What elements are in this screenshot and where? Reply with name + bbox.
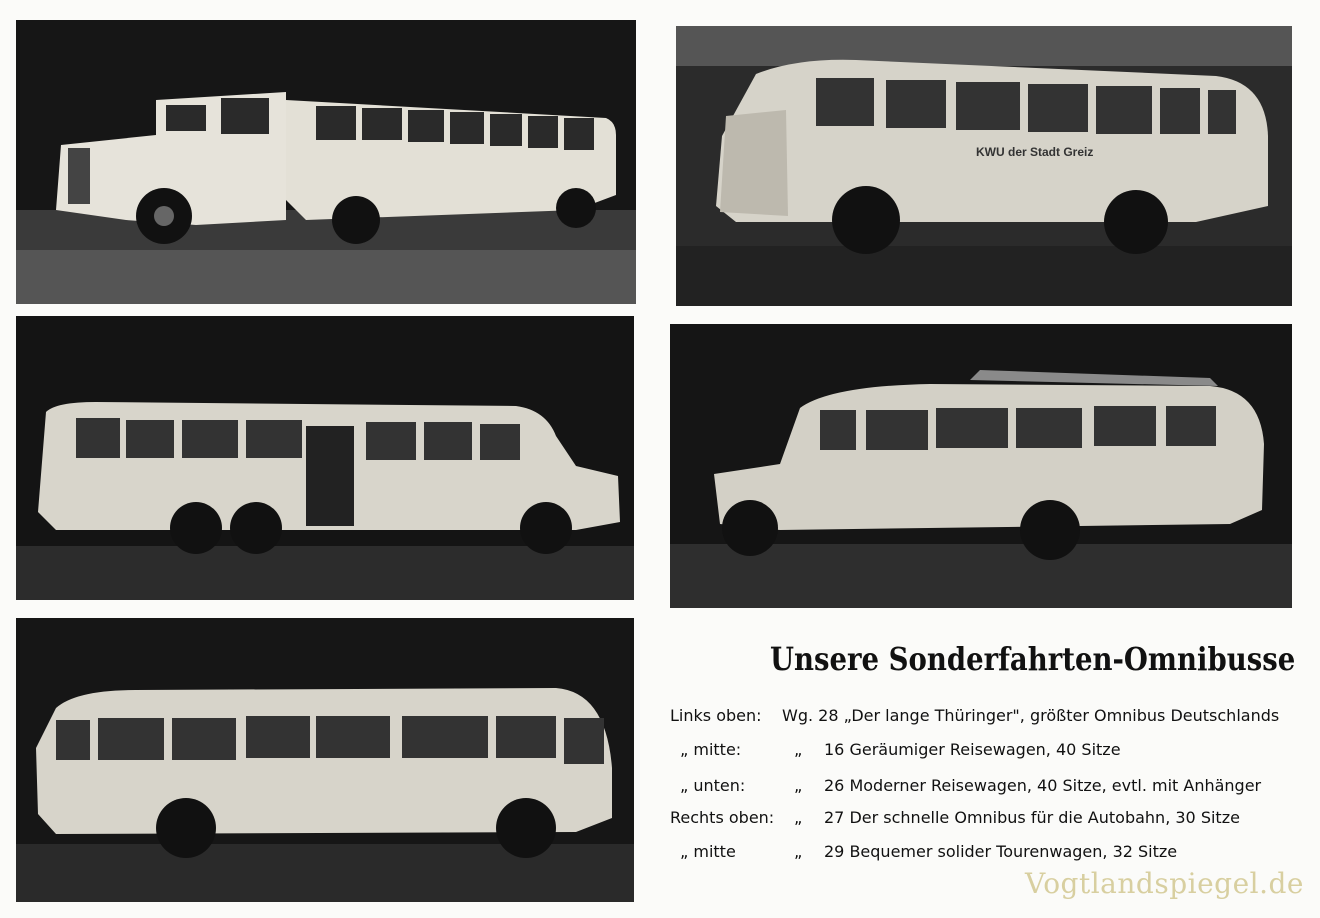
caption-position-2: „ mitte: <box>680 740 742 759</box>
caption-text-1: Wg. 28 „Der lange Thüringer", größter Omnibus Deutschlands <box>782 706 1280 725</box>
watermark: Vogtlandspiegel.de <box>1025 867 1304 900</box>
caption-ditto-4: „ <box>794 808 803 827</box>
caption-text-3: 26 Moderner Reisewagen, 40 Sitze, evtl. mit Anhänger <box>824 776 1262 795</box>
caption-ditto-5: „ <box>794 842 803 861</box>
bus-16-illustration <box>16 316 634 600</box>
photo-bus-27 <box>676 26 1292 306</box>
caption-ditto-3: „ <box>794 776 803 795</box>
photo-bus-28 <box>16 20 636 304</box>
bus-28-illustration <box>16 20 636 304</box>
page-title: Unsere Sonderfahrten-Omnibusse <box>770 640 1296 678</box>
photo-bus-29 <box>670 324 1292 608</box>
caption-position-4: Rechts oben: <box>670 808 775 827</box>
caption-position-5: „ mitte <box>680 842 736 861</box>
bus-26-illustration <box>16 618 634 902</box>
caption-ditto-2: „ <box>794 740 803 759</box>
caption-position-1: Links oben: <box>670 706 762 725</box>
photo-bus-26 <box>16 618 634 902</box>
caption-text-2: 16 Geräumiger Reisewagen, 40 Sitze <box>824 740 1121 759</box>
bus-27-illustration <box>676 26 1292 306</box>
bus-27-side-label: KWU der Stadt Greiz <box>976 145 1094 159</box>
photo-bus-16 <box>16 316 634 600</box>
caption-position-3: „ unten: <box>680 776 746 795</box>
bus-29-illustration <box>670 324 1292 608</box>
caption-text-4: 27 Der schnelle Omnibus für die Autobahn, 30 Sitze <box>824 808 1240 827</box>
caption-text-5: 29 Bequemer solider Tourenwagen, 32 Sitze <box>824 842 1178 861</box>
